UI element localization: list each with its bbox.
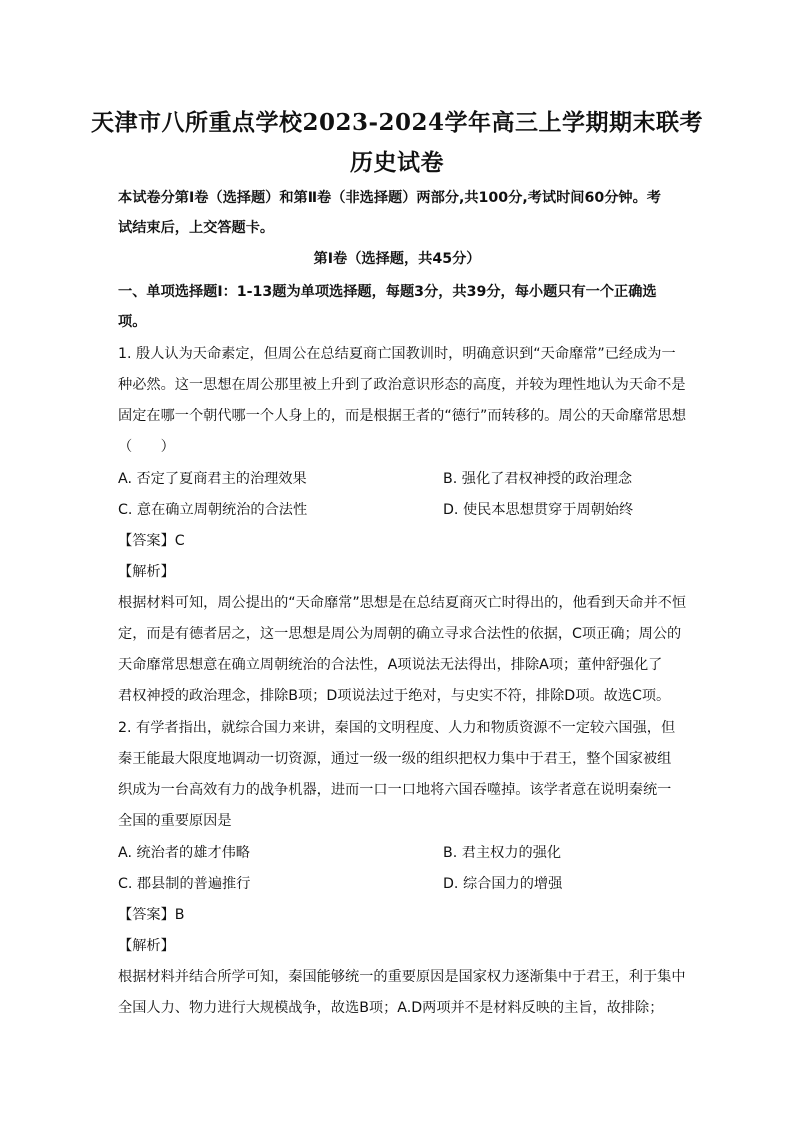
q2-option-d: D. 综合国力的增强 <box>443 876 563 892</box>
intro-line-2: 试结束后，上交答题卡。 <box>118 220 275 236</box>
instruction-line-1: 一、单项选择题Ⅰ：1-13题为单项选择题，每题3分，共39分，每小题只有一个正确选 <box>118 284 657 300</box>
q1-option-a: A. 否定了夏商君主的治理效果 <box>118 471 307 487</box>
section-heading: 第Ⅰ卷（选择题，共45分） <box>313 251 481 267</box>
q1-option-c: C. 意在确立周朝统治的合法性 <box>118 502 308 518</box>
q1-stem-line: 固定在哪一个朝代哪一个人身上的，而是根据王者的“德行”而转移的。周公的天命靡常思想 <box>118 408 687 424</box>
q2-stem-line: 2. 有学者指出，就综合国力来讲，秦国的文明程度、人力和物质资源不一定较六国强，但 <box>118 720 676 736</box>
q2-stem-line: 全国的重要原因是 <box>118 813 232 829</box>
q2-option-c: C. 郡县制的普遍推行 <box>118 876 251 892</box>
exam-title: 天津市八所重点学校2023-2024学年高三上学期期末联考 <box>90 109 704 136</box>
exam-subtitle: 历史试卷 <box>350 149 444 176</box>
q1-blank: （ ） <box>118 439 175 455</box>
instruction-line-2: 项。 <box>118 314 147 330</box>
q2-answer: 【答案】B <box>118 907 185 923</box>
q1-option-b: B. 强化了君权神授的政治理念 <box>443 471 633 487</box>
q2-analysis-line: 根据材料并结合所学可知，秦国能够统一的重要原因是国家权力逐渐集中于君王，利于集中 <box>118 969 686 985</box>
q2-stem-line: 织成为一台高效有力的战争机器，进而一口一口地将六国吞噬掉。该学者意在说明秦统一 <box>118 782 672 798</box>
q1-stem-line: 种必然。这一思想在周公那里被上升到了政治意识形态的高度，并较为理性地认为天命不是 <box>118 377 686 393</box>
q1-analysis-line: 天命靡常思想意在确立周朝统治的合法性，A项说法无法得出，排除A项；董仲舒强化了 <box>118 657 663 673</box>
q2-option-b: B. 君主权力的强化 <box>443 845 562 861</box>
q2-analysis-label: 【解析】 <box>118 938 175 954</box>
q1-analysis-line: 君权神授的政治理念，排除B项；D项说法过于绝对，与史实不符，排除D项。故选C项。 <box>118 688 671 704</box>
q2-option-a: A. 统治者的雄才伟略 <box>118 845 250 861</box>
q1-analysis-line: 根据材料可知，周公提出的“天命靡常”思想是在总结夏商灭亡时得出的，他看到天命并不恒 <box>118 595 687 611</box>
q1-option-d: D. 使民本思想贯穿于周朝始终 <box>443 502 634 518</box>
q1-answer: 【答案】C <box>118 533 185 549</box>
q2-analysis-line: 全国人力、物力进行大规模战争，故选B项；A.D两项并不是材料反映的主旨，故排除； <box>118 1000 664 1016</box>
q2-stem-line: 秦王能最大限度地调动一切资源，通过一级一级的组织把权力集中于君王，整个国家被组 <box>118 751 672 767</box>
q1-analysis-line: 定，而是有德者居之，这一思想是周公为周朝的确立寻求合法性的依据，C项正确；周公的 <box>118 626 682 642</box>
q1-analysis-label: 【解析】 <box>118 564 175 580</box>
intro-line-1: 本试卷分第Ⅰ卷（选择题）和第Ⅱ卷（非选择题）两部分,共100分,考试时间60分钟。考 <box>118 190 661 206</box>
q1-stem-line: 1. 殷人认为天命素定，但周公在总结夏商亡国教训时，明确意识到“天命靡常”已经成为一 <box>118 346 676 362</box>
